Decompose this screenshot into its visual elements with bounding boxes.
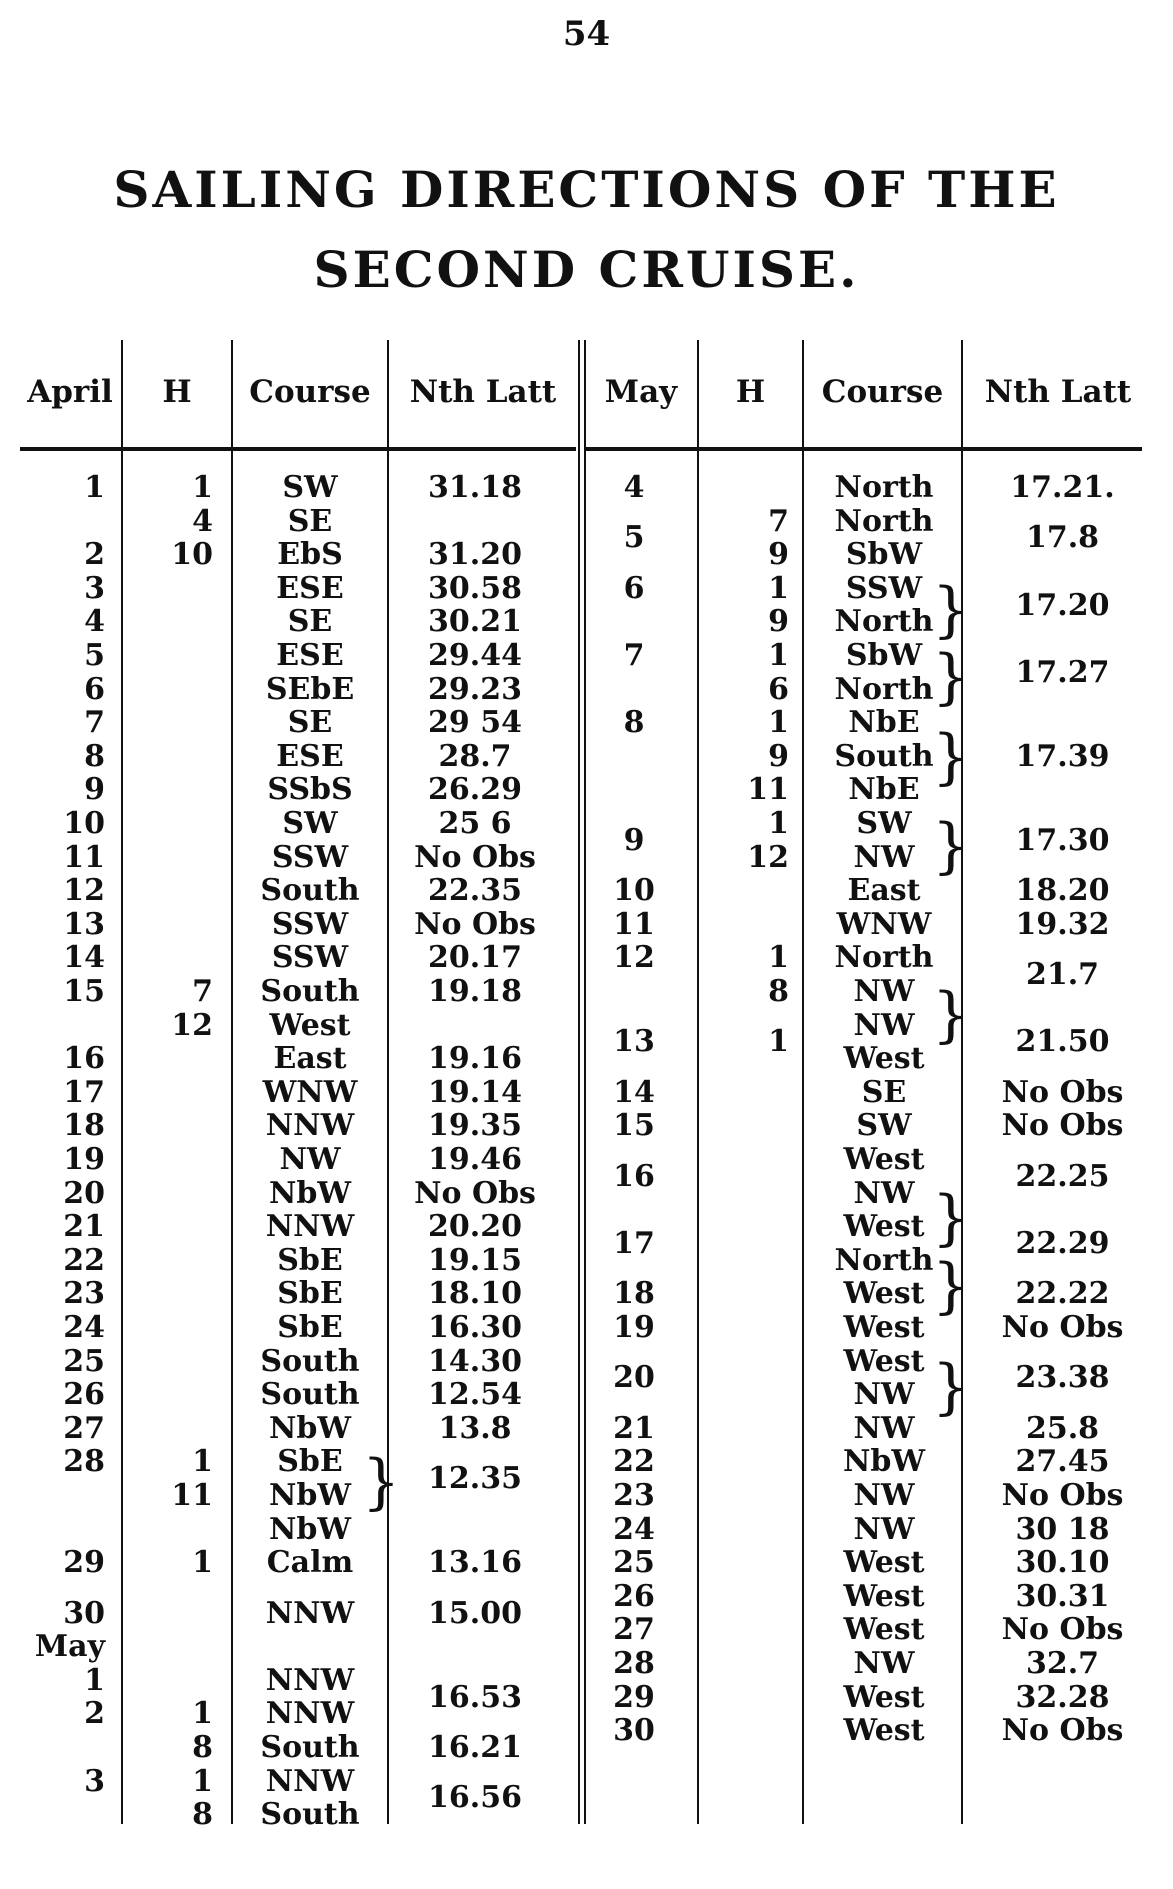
left-day-cell: May [34,1629,105,1665]
right-latt-cell: 30.10 [1015,1545,1110,1581]
right-latt-cell: 17.30 [1015,822,1110,858]
right-latt-cell: 30.31 [1015,1578,1110,1614]
right-course-cell: NW [853,1175,915,1211]
right-course-cell: North [834,940,934,976]
left-course-cell: SbE [277,1444,343,1480]
left-day-cell: 5 [84,638,105,673]
right-day-cell: 5 [623,520,645,556]
right-day-cell: 23 [613,1478,655,1513]
right-latt-cell: No Obs [1001,1108,1124,1144]
right-course-cell: West [843,1679,925,1715]
right-course-cell: South [834,738,934,774]
left-day-cell: 30 [63,1595,105,1631]
right-day-cell: 11 [613,906,655,942]
left-latt-cell: 20.17 [428,940,522,976]
left-h-cell: 11 [171,1478,213,1513]
right-course-cell: SW [856,1108,912,1144]
left-day-cell: 23 [63,1276,105,1312]
header-nth-latt: Nth Latt [409,374,557,410]
right-day-cell: 8 [623,705,645,741]
right-day-cell: 28 [613,1646,655,1681]
right-course-cell: West [843,1041,925,1077]
left-latt-cell: 18.10 [428,1276,522,1312]
left-latt-cell: No Obs [414,906,536,942]
left-course-cell: SbE [277,1276,343,1312]
right-day-cell: 17 [613,1226,655,1261]
left-course-cell: South [260,873,360,909]
right-day-cell: 30 [613,1713,655,1749]
right-day-cell: 29 [613,1679,655,1715]
left-course-cell: SE [287,604,333,640]
right-course-cell: SbW [845,537,923,573]
right-h-cell: 11 [747,772,789,808]
left-latt-cell: 19.46 [428,1142,522,1177]
left-day-cell: 10 [63,806,105,841]
right-latt-cell: 17.39 [1015,738,1110,774]
right-day-cell: 24 [613,1511,655,1547]
left-day-cell: 1 [84,470,105,505]
right-day-cell: 6 [623,570,645,606]
right-course-cell: West [843,1310,925,1345]
sailing-table [0,340,1173,1840]
right-latt-cell: No Obs [1001,1612,1124,1648]
right-h-cell: 1 [768,1024,789,1060]
brace: } [932,1251,971,1321]
right-latt-cell: 22.29 [1015,1226,1110,1261]
right-day-cell: 16 [613,1158,655,1194]
right-course-cell: NW [853,1646,915,1681]
left-day-cell: 12 [63,873,105,909]
left-course-cell: SE [287,503,333,539]
left-day-cell: 4 [84,604,105,640]
left-day-cell: 13 [63,906,105,942]
right-latt-cell: 21.7 [1025,957,1100,993]
left-course-cell: SSW [271,940,349,976]
right-latt-cell: 32.28 [1015,1679,1110,1715]
brace: } [932,1183,971,1253]
right-day-cell: 10 [613,873,655,909]
right-day-cell: 7 [623,638,645,673]
left-course-cell: EbS [277,537,343,573]
header-h: H [735,374,766,410]
right-course-cell: SE [861,1074,907,1110]
left-h-cell: 1 [192,1696,213,1732]
left-latt-cell: 22.35 [428,873,522,909]
left-course-cell: SSbS [267,772,353,808]
left-h-cell: 8 [192,1730,213,1765]
left-course-cell: SbE [277,1242,343,1278]
left-h-cell: 8 [192,1797,213,1833]
left-day-cell: 18 [63,1108,105,1144]
right-course-cell: West [843,1209,925,1245]
left-course-cell: NbW [268,1410,352,1446]
right-latt-cell: 17.21. [1010,470,1115,505]
brace: } [932,642,971,712]
brace: } [932,575,971,645]
right-course-cell: NbE [848,772,920,808]
left-latt-cell: 19.15 [428,1242,522,1278]
left-latt-cell: 31.18 [428,470,522,505]
column-rule [578,340,580,1824]
left-day-cell: 11 [63,839,105,875]
left-latt-cell: 14.30 [428,1343,522,1379]
header-course: Course [249,374,371,410]
left-course-cell: NNW [265,1209,355,1245]
left-course-cell: NNW [265,1108,355,1144]
right-latt-cell: 22.25 [1015,1158,1110,1194]
right-h-cell: 1 [768,806,789,841]
brace: } [932,722,971,792]
left-h-cell: 7 [192,974,213,1009]
right-course-cell: North [834,503,934,539]
right-day-cell: 15 [613,1108,655,1144]
page-number: 54 [562,14,611,54]
left-latt-cell: 16.56 [428,1780,522,1816]
right-course-cell: NW [853,839,915,875]
left-course-cell: NbW [268,1478,352,1513]
right-day-cell: 14 [613,1074,655,1110]
right-h-cell: 1 [768,570,789,606]
right-day-cell: 26 [613,1578,655,1614]
left-day-cell: 20 [63,1175,105,1211]
left-h-cell: 12 [171,1007,213,1043]
right-course-cell: WNW [836,906,932,942]
right-latt-cell: 23.38 [1015,1360,1110,1396]
right-course-cell: NW [853,1007,915,1043]
left-latt-cell: 29 54 [428,705,522,741]
right-latt-cell: 30 18 [1015,1511,1110,1547]
left-day-cell: 28 [63,1444,105,1480]
left-latt-cell: 16.21 [428,1730,522,1765]
right-latt-cell: 32.7 [1025,1646,1100,1681]
right-latt-cell: 22.22 [1015,1276,1110,1312]
left-course-cell: South [260,1797,360,1833]
left-course-cell: SW [282,470,338,505]
brace: } [932,1352,971,1422]
left-day-cell: 8 [84,738,105,774]
left-day-cell: 22 [63,1242,105,1278]
brace: } [932,980,971,1050]
left-h-cell: 10 [171,537,213,573]
right-course-cell: NbE [848,705,920,741]
left-day-cell: 3 [84,1763,105,1799]
header-rule [586,447,1142,451]
left-latt-cell: 19.35 [428,1108,522,1144]
header-rule [20,447,576,451]
right-course-cell: NW [853,1410,915,1446]
left-day-cell: 17 [63,1074,105,1110]
right-course-cell: West [843,1545,925,1581]
left-latt-cell: 19.16 [428,1041,522,1077]
right-latt-cell: No Obs [1001,1074,1124,1110]
right-course-cell: NW [853,1478,915,1513]
right-course-cell: SW [856,806,912,841]
left-day-cell: 21 [63,1209,105,1245]
left-course-cell: WNW [262,1074,358,1110]
left-course-cell: NbW [268,1511,352,1547]
left-course-cell: SW [282,806,338,841]
right-latt-cell: 21.50 [1015,1024,1110,1060]
left-course-cell: ESE [276,738,344,774]
left-latt-cell: 13.16 [428,1545,522,1581]
right-course-cell: East [847,873,921,909]
left-latt-cell: No Obs [414,1175,536,1211]
left-day-cell: 27 [63,1410,105,1446]
left-course-cell: SE [287,705,333,741]
left-day-cell: 19 [63,1142,105,1177]
left-course-cell: West [269,1007,351,1043]
right-day-cell: 9 [623,822,645,858]
right-h-cell: 1 [768,638,789,673]
header-may: May [604,374,678,410]
left-day-cell: 14 [63,940,105,976]
right-h-cell: 1 [768,705,789,741]
left-latt-cell: 30.58 [428,570,522,606]
right-course-cell: North [834,604,934,640]
left-day-cell: 1 [84,1662,105,1698]
left-h-cell: 1 [192,470,213,505]
left-course-cell: NNW [265,1696,355,1732]
left-course-cell: NNW [265,1595,355,1631]
right-day-cell: 22 [613,1444,655,1480]
left-h-cell: 1 [192,1444,213,1480]
right-course-cell: NW [853,1511,915,1547]
left-course-cell: SSW [271,839,349,875]
right-course-cell: North [834,671,934,707]
right-course-cell: North [834,470,934,505]
right-day-cell: 19 [613,1310,655,1345]
left-h-cell: 4 [192,503,213,539]
left-h-cell: 1 [192,1763,213,1799]
left-course-cell: South [260,1343,360,1379]
left-latt-cell: 30.21 [428,604,522,640]
right-course-cell: West [843,1142,925,1177]
brace: } [932,811,971,881]
left-latt-cell: 28.7 [438,738,512,774]
left-course-cell: SSW [271,906,349,942]
left-course-cell: NW [279,1142,341,1177]
right-latt-cell: 25.8 [1025,1410,1100,1446]
right-h-cell: 8 [768,974,789,1009]
right-h-cell: 12 [747,839,789,875]
right-day-cell: 21 [613,1410,655,1446]
right-latt-cell: No Obs [1001,1713,1124,1749]
left-latt-cell: 16.30 [428,1310,522,1345]
left-day-cell: 9 [84,772,105,808]
left-day-cell: 2 [84,1696,105,1732]
right-latt-cell: 19.32 [1015,906,1110,942]
right-day-cell: 18 [613,1276,655,1312]
left-course-cell: ESE [276,570,344,606]
left-course-cell: SEbE [265,671,355,707]
left-course-cell: South [260,974,360,1009]
header-course: Course [821,374,944,410]
left-course-cell: South [260,1377,360,1413]
left-latt-cell: 26.29 [428,772,522,808]
right-course-cell: North [834,1242,934,1278]
right-h-cell: 1 [768,940,789,976]
right-latt-cell: No Obs [1001,1310,1124,1345]
left-latt-cell: 16.53 [428,1679,522,1715]
left-latt-cell: 12.35 [428,1461,522,1497]
left-day-cell: 15 [63,974,105,1009]
page-title: SAILING DIRECTIONS OF THE SECOND CRUISE. [113,160,1060,299]
left-latt-cell: 29.44 [428,638,522,673]
left-course-cell: Calm [266,1545,354,1581]
left-day-cell: 24 [63,1310,105,1345]
right-h-cell: 9 [768,738,789,774]
right-course-cell: SbW [845,638,923,673]
left-course-cell: South [260,1730,360,1765]
left-day-cell: 2 [84,537,105,573]
brace: } [362,1447,401,1517]
right-day-cell: 20 [613,1360,655,1396]
right-course-cell: West [843,1713,925,1749]
left-latt-cell: 19.18 [428,974,522,1009]
right-latt-cell: 17.20 [1015,587,1110,623]
right-course-cell: NbW [842,1444,926,1480]
right-course-cell: SSW [845,570,923,606]
left-day-cell: 16 [63,1041,105,1077]
right-day-cell: 27 [613,1612,655,1648]
right-h-cell: 9 [768,537,789,573]
right-h-cell: 7 [768,503,789,539]
left-h-cell: 1 [192,1545,213,1581]
left-course-cell: ESE [276,638,344,673]
left-latt-cell: 31.20 [428,537,522,573]
left-latt-cell: No Obs [414,839,536,875]
left-day-cell: 29 [63,1545,105,1581]
left-course-cell: East [273,1041,347,1077]
left-day-cell: 7 [84,705,105,741]
header-april: April [27,374,113,410]
left-latt-cell: 19.14 [428,1074,522,1110]
right-course-cell: West [843,1578,925,1614]
left-day-cell: 6 [84,671,105,707]
left-day-cell: 3 [84,570,105,606]
left-latt-cell: 29.23 [428,671,522,707]
right-day-cell: 25 [613,1545,655,1581]
left-course-cell: NbW [268,1175,352,1211]
left-course-cell: NNW [265,1662,355,1698]
header-nth-latt: Nth Latt [984,374,1132,410]
left-day-cell: 25 [63,1343,105,1379]
right-course-cell: NW [853,974,915,1009]
left-day-cell: 26 [63,1377,105,1413]
column-rule [387,340,389,1824]
left-latt-cell: 20.20 [428,1209,522,1245]
left-latt-cell: 13.8 [438,1410,512,1446]
right-course-cell: NW [853,1377,915,1413]
left-course-cell: SbE [277,1310,343,1345]
left-course-cell: NNW [265,1763,355,1799]
right-latt-cell: 18.20 [1015,873,1110,909]
right-latt-cell: 17.27 [1015,654,1110,690]
right-day-cell: 13 [613,1024,655,1060]
right-day-cell: 4 [623,470,645,505]
right-h-cell: 9 [768,604,789,640]
right-latt-cell: No Obs [1001,1478,1124,1513]
right-h-cell: 6 [768,671,789,707]
left-latt-cell: 15.00 [428,1595,522,1631]
header-h: H [162,374,192,410]
right-course-cell: West [843,1276,925,1312]
right-day-cell: 12 [613,940,655,976]
left-latt-cell: 25 6 [438,806,512,841]
right-latt-cell: 27.45 [1015,1444,1110,1480]
right-course-cell: West [843,1612,925,1648]
right-course-cell: West [843,1343,925,1379]
right-latt-cell: 17.8 [1025,520,1100,556]
left-latt-cell: 12.54 [428,1377,522,1413]
